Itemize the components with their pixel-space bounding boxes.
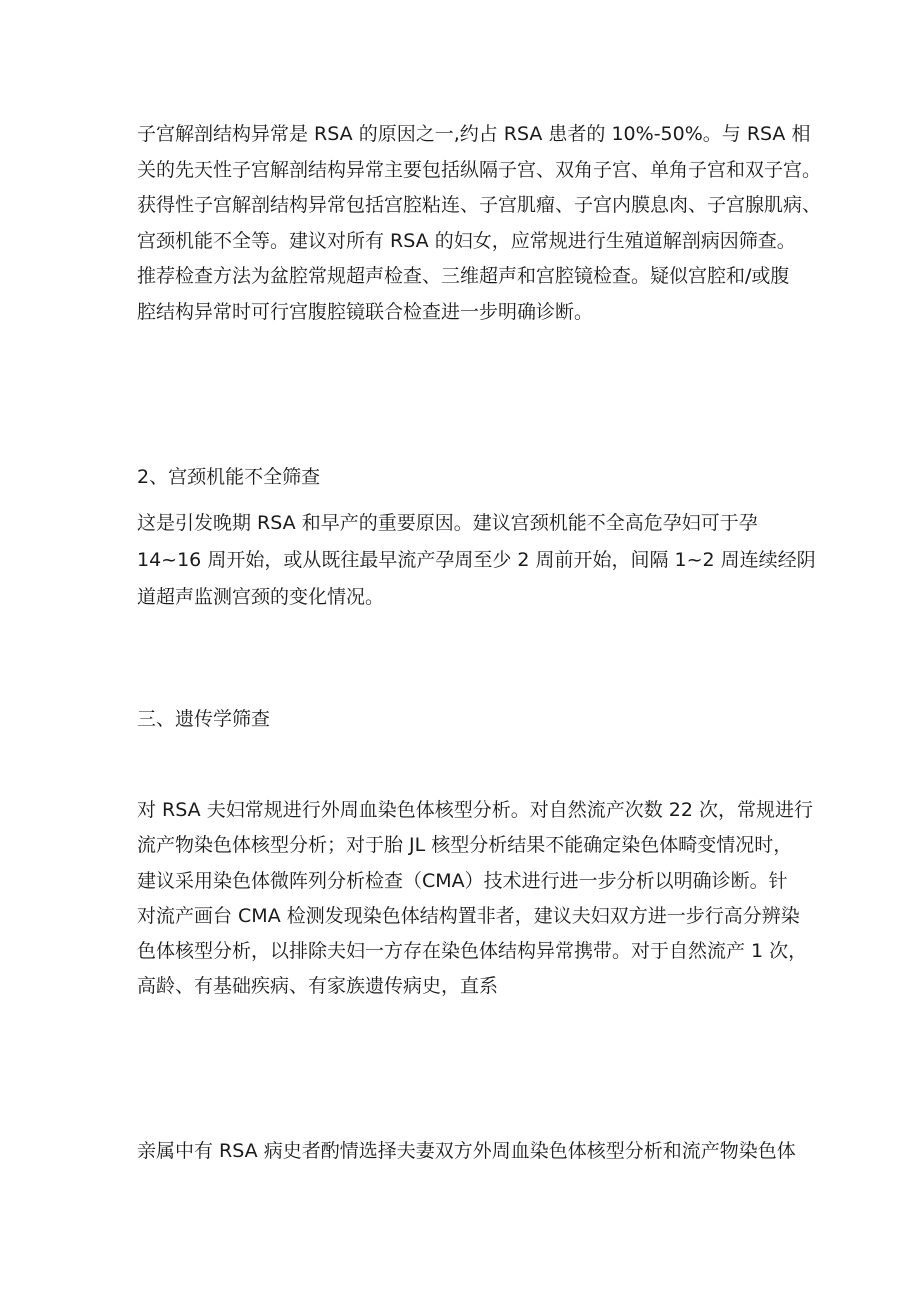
section-heading-cervical <box>137 460 817 495</box>
text-line: 色体核型分析，以排除夫妇一方存在染色体结构异常携带。对于自然流产 1 次， <box>137 940 808 963</box>
paragraph-uterine-anatomy <box>137 117 822 330</box>
paragraph-relatives <box>137 1134 817 1169</box>
text-line: 推荐检查方法为盆腔常规超声检查、三维超声和宫腔镜检查。疑似宫腔和/或腹 <box>137 265 790 287</box>
text-line: 腔结构异常时可行宫腹腔镜联合检查进一步明确诊断。 <box>137 300 594 323</box>
text-line: 对流产画台 CMA 检测发现染色体结构置非者，建议夫妇双方进一步行高分辨染 <box>137 904 800 927</box>
text-line: 14~16 周开始，或从既往最早流产孕周至少 2 周前开始，间隔 1~2 周连续经阴 <box>137 549 816 571</box>
text-line: 流产物染色体核型分析；对于胎 JL 核型分析结果不能确定染色体畸变情况时， <box>137 834 793 857</box>
text-line: 宫颈机能不全等。建议对所有 RSA 的妇女，应常规进行生殖道解剖病因筛查。 <box>137 229 796 252</box>
text-line: 道超声监测宫颈的变化情况。 <box>137 586 385 608</box>
text-line: 高龄、有基础疾病、有家族遗传病史，直系 <box>137 975 499 998</box>
text-line: 子宫解剖结构异常是 RSA 的原因之一,约占 RSA 患者的 10%-50%。与 RSA 相 <box>137 123 811 145</box>
section-heading-genetic <box>137 702 817 737</box>
heading-text: 2、宫颈机能不全筛查 <box>137 466 321 488</box>
text-line: 这是引发晚期 RSA 和早产的重要原因。建议宫颈机能不全高危孕妇可于孕 <box>137 512 758 534</box>
text-line: 获得性子宫解剖结构异常包括宫腔粘连、子宫肌瘤、子宫内膜息肉、子宫腺肌病、 <box>137 194 822 216</box>
text-line: 建议采用染色体微阵列分析检查（CMA）技术进行进一步分析以明确诊断。针 <box>137 869 788 892</box>
paragraph-cervical-insufficiency <box>137 505 817 616</box>
paragraph-genetic-screening <box>137 793 817 1005</box>
text-line: 对 RSA 夫妇常规进行外周血染色体核型分析。对自然流产次数 22 次，常规进行 <box>137 799 813 821</box>
text-line: 亲属中有 RSA 病史者酌情选择夫妻双方外周血染色体核型分析和流产物染色体 <box>137 1140 796 1162</box>
text-line: 关的先天性子宫解剖结构异常主要包括纵隔子宫、双角子宫、单角子宫和双子宫。 <box>137 158 822 181</box>
heading-text: 三、遗传学筛查 <box>137 708 271 730</box>
